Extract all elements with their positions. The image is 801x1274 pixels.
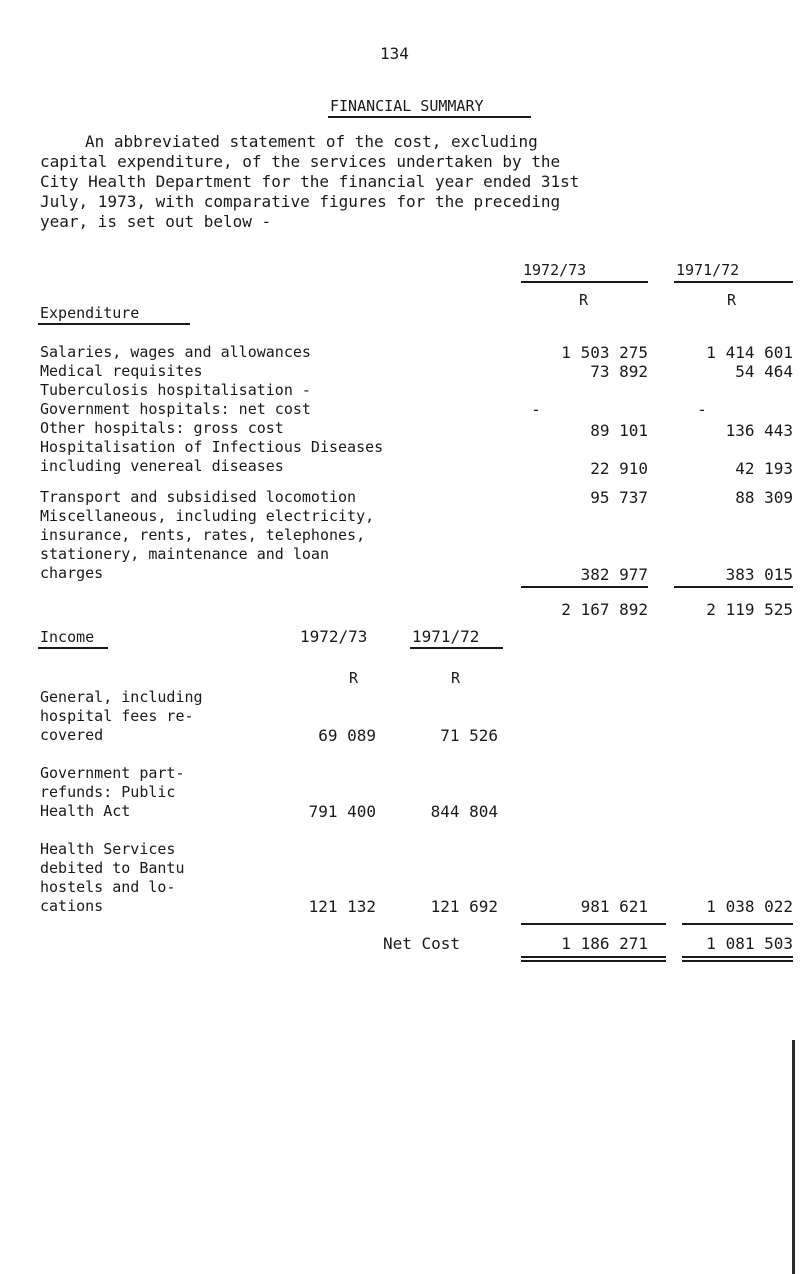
expenditure-value: 89 101 <box>590 421 648 440</box>
income-value: 71 526 <box>440 726 498 745</box>
expenditure-label: Medical requisites <box>40 362 203 380</box>
expenditure-label: Government hospitals: net cost <box>40 400 311 418</box>
expenditure-value: 95 737 <box>590 488 648 507</box>
income-label: refunds: Public <box>40 783 176 801</box>
net-cost-double-rule-2b <box>682 960 793 962</box>
income-label: Government part- <box>40 764 185 782</box>
income-value: 121 132 <box>308 897 376 916</box>
income-label: debited to Bantu <box>40 859 185 877</box>
page-number: 134 <box>380 44 409 63</box>
income-total: 981 621 <box>580 897 648 916</box>
expenditure-value: 1 414 601 <box>706 343 793 362</box>
expenditure-value: - <box>697 400 707 419</box>
expenditure-label: Salaries, wages and allowances <box>40 343 311 361</box>
income-value: 791 400 <box>308 802 376 821</box>
expenditure-value: 383 015 <box>725 565 793 584</box>
net-cost-value: 1 186 271 <box>561 934 648 953</box>
income-value: 69 089 <box>318 726 376 745</box>
expenditure-label: including venereal diseases <box>40 457 284 475</box>
income-value: 844 804 <box>430 802 498 821</box>
expenditure-value: - <box>531 400 541 419</box>
net-cost-double-rule-1a <box>521 956 666 958</box>
year-2-underline <box>674 281 793 283</box>
expenditure-total: 2 119 525 <box>706 600 793 619</box>
intro-line: City Health Department for the financial year ended 31st <box>40 172 580 191</box>
income-year-2-underline <box>410 647 503 649</box>
expenditure-value: 1 503 275 <box>561 343 648 362</box>
income-label: cations <box>40 897 104 915</box>
income-label: covered <box>40 726 104 744</box>
expenditure-label: Other hospitals: gross cost <box>40 419 284 437</box>
expenditure-value: 88 309 <box>735 488 793 507</box>
income-total-rule-2 <box>682 923 793 925</box>
income-label: hostels and lo- <box>40 878 176 896</box>
expenditure-value: 136 443 <box>725 421 793 440</box>
expenditure-value: 382 977 <box>580 565 648 584</box>
year-1-underline <box>521 281 648 283</box>
expenditure-heading-underline <box>38 323 190 325</box>
expenditure-value: 42 193 <box>735 459 793 478</box>
expenditure-total: 2 167 892 <box>561 600 648 619</box>
expenditure-subtotal-rule-1 <box>521 586 648 588</box>
income-total: 1 038 022 <box>706 897 793 916</box>
expenditure-value: 54 464 <box>735 362 793 381</box>
scan-edge <box>792 1040 795 1274</box>
expenditure-label: charges <box>40 564 104 582</box>
intro-line: An abbreviated statement of the cost, excluding <box>85 132 538 151</box>
expenditure-unit-1: R <box>579 291 589 309</box>
expenditure-label: Hospitalisation of Infectious Diseases <box>40 438 384 456</box>
income-year-1: 1972/73 <box>300 627 368 646</box>
expenditure-label: insurance, rents, rates, telephones, <box>40 526 366 544</box>
expenditure-value: 22 910 <box>590 459 648 478</box>
expenditure-label: Tuberculosis hospitalisation - <box>40 381 311 399</box>
intro-line: capital expenditure, of the services undertaken by the <box>40 152 561 171</box>
expenditure-subtotal-rule-2 <box>674 586 793 588</box>
expenditure-label: Miscellaneous, including electricity, <box>40 507 375 525</box>
income-value: 121 692 <box>430 897 498 916</box>
net-cost-value: 1 081 503 <box>706 934 793 953</box>
expenditure-value: 73 892 <box>590 362 648 381</box>
income-label: Health Services <box>40 840 176 858</box>
title-underline <box>328 116 531 118</box>
income-unit-1: R <box>349 669 359 687</box>
income-heading: Income <box>40 628 95 646</box>
income-label: General, including <box>40 688 203 706</box>
expenditure-year-1: 1972/73 <box>523 261 587 279</box>
page-title: FINANCIAL SUMMARY <box>330 97 484 115</box>
net-cost-double-rule-2a <box>682 956 793 958</box>
expenditure-year-2: 1971/72 <box>676 261 740 279</box>
net-cost-double-rule-1b <box>521 960 666 962</box>
intro-line: year, is set out below - <box>40 212 272 231</box>
income-unit-2: R <box>451 669 461 687</box>
intro-line: July, 1973, with comparative figures for the preceding <box>40 192 561 211</box>
income-total-rule-1 <box>521 923 666 925</box>
expenditure-label: Transport and subsidised locomotion <box>40 488 357 506</box>
income-year-2: 1971/72 <box>412 627 480 646</box>
expenditure-heading: Expenditure <box>40 304 140 322</box>
expenditure-unit-2: R <box>727 291 737 309</box>
income-label: Health Act <box>40 802 131 820</box>
income-label: hospital fees re- <box>40 707 194 725</box>
income-heading-underline <box>38 647 108 649</box>
expenditure-label: stationery, maintenance and loan <box>40 545 329 563</box>
net-cost-label: Net Cost <box>383 934 461 953</box>
